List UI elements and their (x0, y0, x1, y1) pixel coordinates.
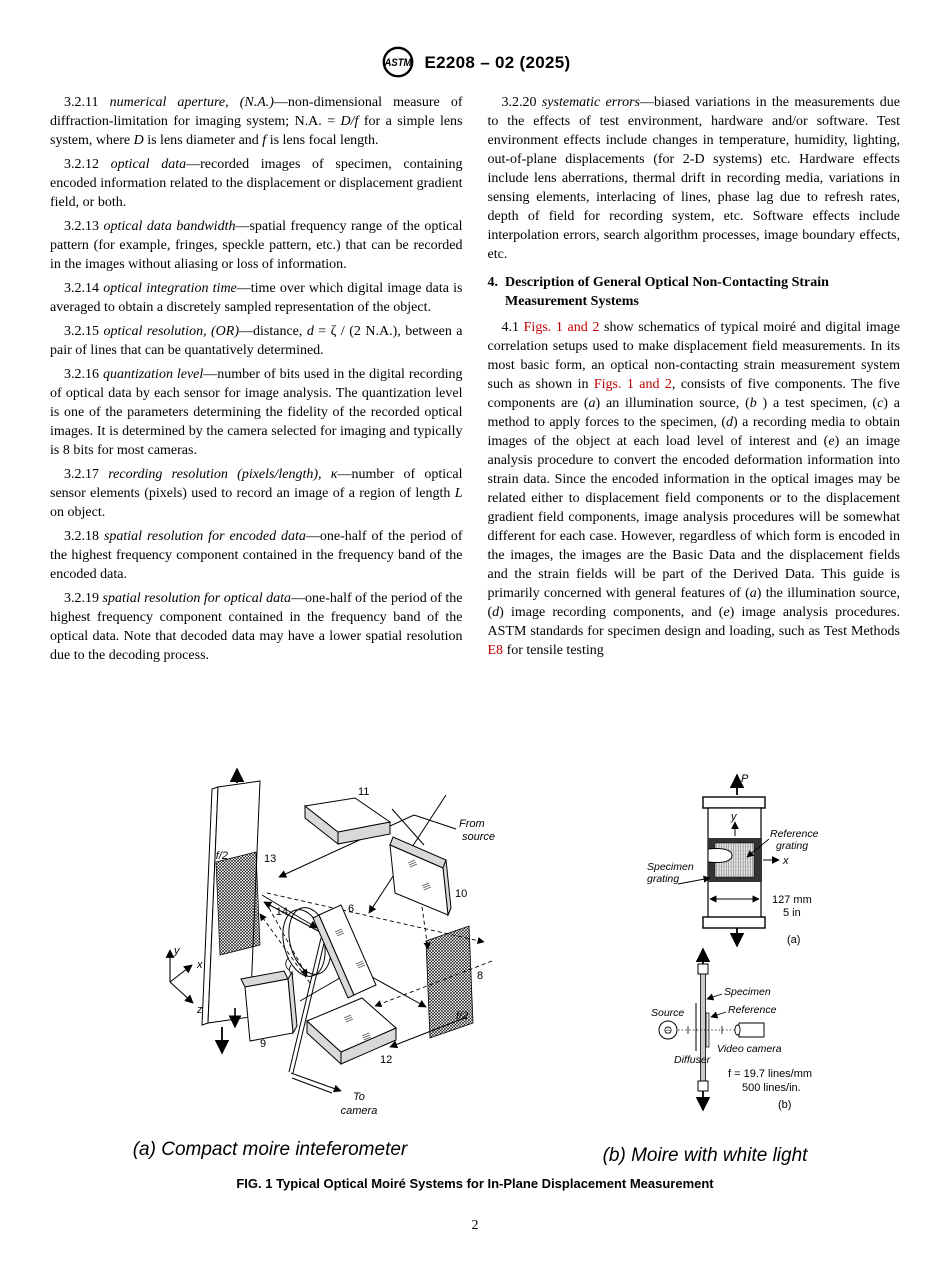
label-specimen: Specimen (724, 986, 771, 998)
text-run: is lens diameter and (143, 133, 263, 148)
text-run: systematic errors (541, 95, 641, 110)
label-reference-grating-1: Reference (770, 828, 819, 840)
section-number: 4. (487, 275, 498, 290)
lower-grip (703, 917, 765, 928)
label-specimen-grating-2: grating (647, 873, 680, 885)
label-tag-a: (a) (787, 934, 801, 946)
reference-link[interactable]: Figs. 1 and 2 (593, 377, 672, 392)
text-run: 3.2.18 (64, 529, 104, 544)
text-run: = ζ / (2 N.A.), between a pair of lines that can be quantatively determined. (50, 324, 463, 358)
label-y-axis: y (731, 811, 737, 823)
text-run: , consists of five components. The five components are ( (487, 377, 901, 411)
label-source: Source (651, 1007, 685, 1019)
label-f2-grating: f/2 (456, 1010, 469, 1022)
label-reference-grating-2: grating (776, 840, 809, 852)
light-source (659, 1021, 677, 1039)
subcaption-a: (a) Compact moire inteferometer (132, 1139, 408, 1160)
text-run: on object. (50, 505, 106, 520)
text-run: ) a method to apply forces to the specimen, ( (487, 396, 900, 430)
text-run: —biased variations in the measurements due to the effects of test environment, hardware and/or software. Test environment effects include changes in temperature, humidity, lighting, out-of-plane displacements (for 2-D systems) etc. Hardware effects include lens aberrations, thermal drift in recording media, variations in sensing elements, interlacing of lines, phase lag due to refresh rates, depth of field for recording system, etc. Software effects include interpolation errors, search algorithm processes, image boundary effects, etc. (487, 95, 901, 262)
paragraph-3-2-17 (50, 465, 463, 522)
text-run: optical resolution, (OR) (103, 324, 240, 339)
text-run: —one-half of the period of the highest frequency component contained in the frequency band of the encoded data. (50, 529, 463, 582)
paragraph-3-2-12 (50, 155, 463, 212)
paragraph-3-2-13 (50, 217, 463, 274)
text-run: ) a test specimen, ( (756, 396, 878, 411)
mirror-10 (390, 837, 451, 915)
label-x-axis: x (783, 855, 789, 867)
text-run: 3.2.14 (64, 281, 104, 296)
panel-grating (216, 852, 260, 955)
interferometer-diagram (70, 765, 545, 1137)
text-run: —number of bits used in the digital recording of optical data by each sensor for image analysis. The quantization level is one of the parameters determining the fidelity of the recorded optical images. It is determined by the camera selected for imaging and typically is 8 bits for most cameras. (50, 367, 463, 458)
text-run: show schematics of typical moiré and digital image correlation setups used to make displacement field measurements. In its most basic form, an optical non-contacting strain measurement system such as shown in (487, 320, 901, 392)
text-run: 4.1 (501, 320, 524, 335)
text-run: —distance, (239, 324, 307, 339)
text-run: L (454, 486, 463, 501)
white-light-diagram (620, 765, 930, 1165)
text-columns (50, 93, 900, 670)
label-13: 13 (264, 853, 277, 865)
reference-link[interactable]: E8 (487, 643, 504, 658)
label-frequency-in: 500 lines/in. (742, 1082, 801, 1094)
text-run: ) an image analysis procedure to convert the encoded deformation information into strain data. Since the encoded information in the optical images may be related either to displacement field components or to the displacement gradient field components, image analysis procedures will be somewhat different for each case. However, regardless of which form is encoded in the images, the images are the Basic Data and the displacement fields and the strain fields will be part of the Derived Data. This guide is primarily concerned with general features of ( (487, 434, 900, 601)
page-number: 2 (471, 1218, 479, 1233)
label-axis-x: x (197, 959, 203, 971)
text-run: ) an illumination source, ( (595, 396, 750, 411)
label-to-camera-1: To (353, 1091, 365, 1103)
label-14: 14 (275, 906, 288, 918)
figure-1-caption: FIG. 1 Typical Optical Moiré Systems for In-Plane Displacement Measurement (236, 1176, 714, 1191)
text-run: e (828, 434, 835, 449)
text-run: D (133, 133, 144, 148)
text-run: 3.2.20 (501, 95, 542, 110)
text-run: 3.2.17 (64, 467, 109, 482)
label-6: 6 (348, 903, 355, 915)
page-header (0, 44, 950, 80)
label-axis-y: y (174, 945, 180, 957)
paragraph-3-2-18 (50, 527, 463, 584)
text-run: —recorded images of specimen, containing encoded information related to the displacement or displacement gradient field, or both. (50, 157, 463, 210)
text-run: e (723, 605, 730, 620)
axes-triad (170, 950, 193, 1003)
text-run: 3.2.11 (64, 95, 110, 110)
text-run: 3.2.16 (64, 367, 103, 382)
text-run: optical data bandwidth (103, 219, 236, 234)
label-tag-b: (b) (778, 1099, 792, 1111)
text-run: ) a recording media to obtain images of the object at each load level of interest and ( (487, 415, 901, 449)
label-load-p: P (741, 773, 749, 785)
text-run: a (588, 396, 596, 411)
paragraph-3-2-20 (488, 93, 901, 264)
text-run: —non-dimensional measure of diffraction-limitation for imaging system; N.A. = (50, 95, 463, 129)
label-from-source-1: From (459, 818, 485, 830)
text-run: ) image analysis procedures. ASTM standards for specimen design and loading, such as Test Methods (487, 605, 900, 639)
standard-designation: E2208 – 02 (2025) (424, 52, 571, 72)
paragraph-3-2-11 (50, 93, 463, 150)
video-camera-box (739, 1023, 764, 1037)
text-run: —time over which digital image data is averaged to obtain a discretely sampled representation of the object. (50, 281, 463, 315)
label-8: 8 (477, 970, 484, 982)
paragraph-3-2-14 (50, 279, 463, 317)
label-from-source-2: source (462, 831, 496, 843)
text-run: for tensile testing (503, 643, 604, 658)
text-run: 3.2.15 (64, 324, 104, 339)
text-run: —spatial frequency range of the optical pattern (for example, fringes, speckle pattern, etc.) that can be recorded in the images without aliasing or loss of information. (50, 219, 463, 272)
paragraph-4-1 (488, 318, 901, 660)
label-9: 9 (260, 1038, 267, 1050)
label-reference: Reference (728, 1004, 777, 1016)
label-specimen-grating-1: Specimen (647, 861, 694, 873)
text-run: is lens focal length. (266, 133, 379, 148)
upper-grip (703, 797, 765, 808)
left-column (50, 93, 463, 670)
text-run: quantization level (102, 367, 204, 382)
text-run: d (492, 605, 500, 620)
text-run: c (877, 396, 884, 411)
paragraph-3-2-15 (50, 322, 463, 360)
label-diffuser: Diffuser (674, 1054, 711, 1066)
astm-logo-text: ASTM (383, 57, 412, 69)
text-run: ) image recording components, and ( (499, 605, 724, 620)
text-run: a (749, 586, 757, 601)
text-run: 3.2.13 (64, 219, 104, 234)
label-video-camera: Video camera (717, 1043, 782, 1055)
text-run: f (262, 133, 267, 148)
label-10: 10 (455, 888, 468, 900)
label-11: 11 (358, 786, 370, 798)
paragraph-3-2-19 (50, 589, 463, 665)
astm-logo (380, 44, 416, 80)
reference-link[interactable]: Figs. 1 and 2 (523, 320, 600, 335)
block-9 (241, 971, 297, 1041)
text-run: ) the illumination source, ( (487, 586, 901, 620)
text-run: d (306, 324, 314, 339)
text-run: 3.2.12 (64, 157, 111, 172)
text-run: spatial resolution for optical data (102, 591, 292, 606)
text-run: —one-half of the period of the highest frequency component contained in the frequency band of the optical data. Note that decoded data may have a lower spatial resolution due to the decoding process. (50, 591, 463, 663)
section-4-heading (488, 273, 901, 311)
section-title: Description of General Optical Non-Contacting Strain Measurement Systems (505, 275, 829, 309)
label-12: 12 (380, 1054, 393, 1066)
text-run: d (726, 415, 734, 430)
text-run: b (749, 396, 757, 411)
label-to-camera-2: camera (340, 1105, 378, 1117)
text-run: recording resolution (pixels/length), κ (108, 467, 338, 482)
text-run: —number of optical sensor elements (pixels) used to record an image of a region of length (50, 467, 463, 501)
label-axis-z: z (197, 1004, 203, 1016)
right-column (488, 93, 901, 670)
text-run: for a simple lens system, where (50, 114, 463, 148)
text-run: numerical aperture, (N.A.) (109, 95, 274, 110)
label-frequency-mm: f = 19.7 lines/mm (728, 1068, 813, 1080)
label-f2-panel: f/2 (215, 850, 228, 862)
paragraph-3-2-16 (50, 365, 463, 460)
text-run: optical integration time (103, 281, 237, 296)
text-run: 3.2.19 (64, 591, 103, 606)
text-run: optical data (110, 157, 187, 172)
text-run: D/f (340, 114, 359, 129)
text-run: spatial resolution for encoded data (103, 529, 306, 544)
label-dimension-in: 5 in (783, 907, 801, 919)
subcaption-b: (b) Moire with white light (602, 1145, 808, 1166)
grating-notch (708, 848, 732, 862)
label-dimension-mm: 127 mm (772, 894, 812, 906)
mirror-plate-11 (305, 798, 390, 844)
